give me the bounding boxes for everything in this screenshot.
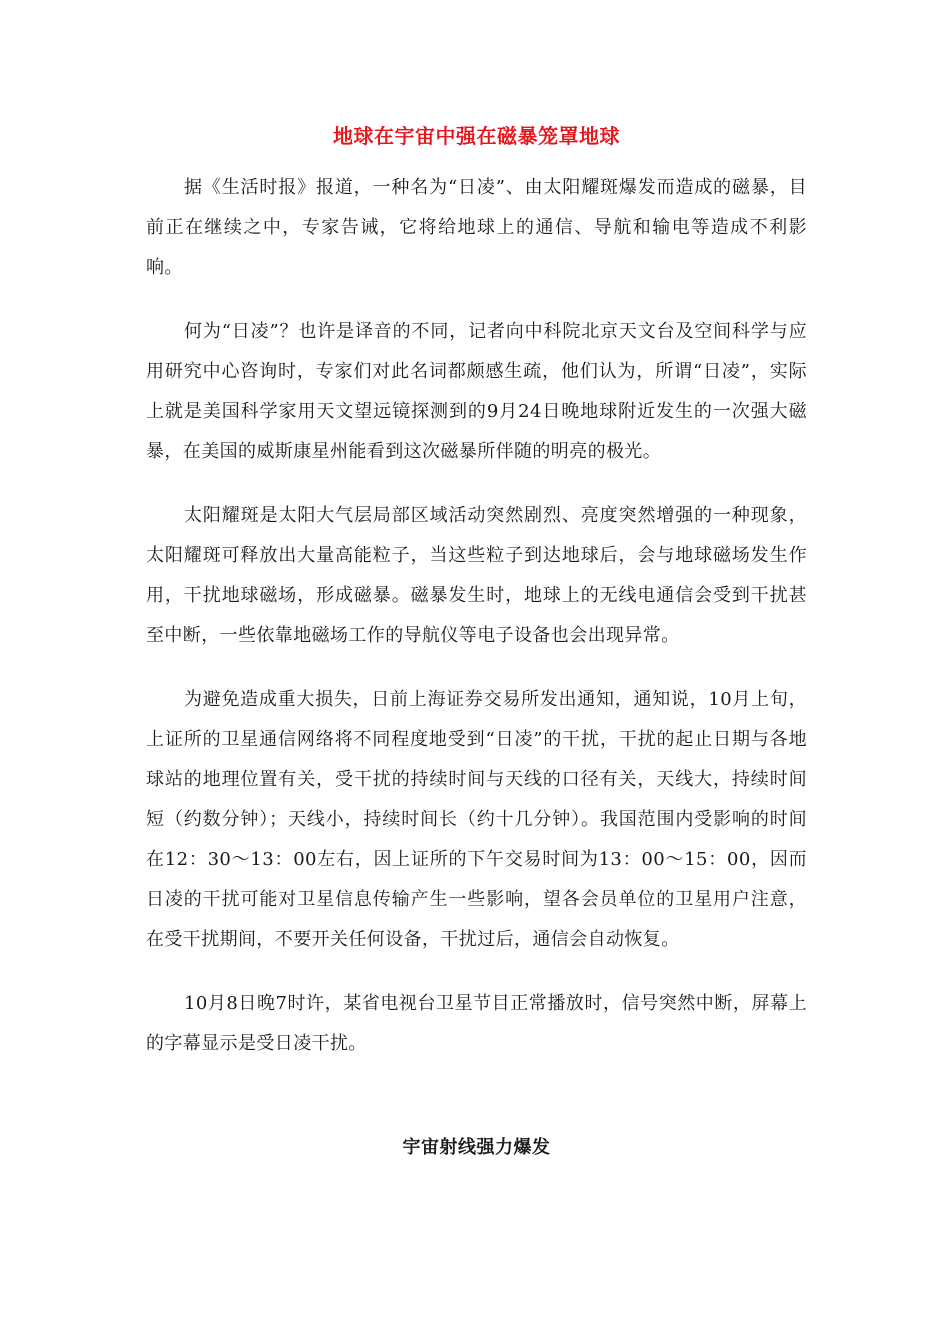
- paragraph-4: 为避免造成重大损失，日前上海证券交易所发出通知，通知说，10月上旬，上证所的卫星通信网络将不同程度地受到“日凌”的干扰，干扰的起止日期与各地球站的地理位置有关，受干扰的持续时间与天线的口径有关，天线大，持续时间短（约数分钟）；天线小，持续时间长（约十几分钟）。我国范围内受影响的时间在12：30～13：00左右，因上证所的下午交易时间为13：00～15：00，因而日凌的干扰可能对卫星信息传输产生一些影响，望各会员单位的卫星用户注意，在受干扰期间，不要开关任何设备，干扰过后，通信会自动恢复。: [146, 689, 807, 950]
- paragraph-3: 太阳耀斑是太阳大气层局部区域活动突然剧烈、亮度突然增强的一种现象，太阳耀斑可释放出大量高能粒子，当这些粒子到达地球后，会与地球磁场发生作用，干扰地球磁场，形成磁暴。磁暴发生时，地球上的无线电通信会受到干扰甚至中断，一些依靠地磁场工作的导航仪等电子设备也会出现异常。: [146, 505, 807, 646]
- document-title: 地球在宇宙中强在磁暴笼罩地球: [333, 124, 620, 148]
- paragraph-2: 何为“日凌”？也许是译音的不同，记者向中科院北京天文台及空间科学与应用研究中心咨询时，专家们对此名词都颇感生疏，他们认为，所谓“日凌”，实际上就是美国科学家用天文望远镜探测到的9月24日晚地球附近发生的一次强大磁暴，在美国的威斯康星州能看到这次磁暴所伴随的明亮的极光。: [146, 321, 807, 462]
- paragraph-5: 10月8日晚7时许，某省电视台卫星节目正常播放时，信号突然中断，屏幕上的字幕显示是受日凌干扰。: [146, 993, 807, 1054]
- section-title: 宇宙射线强力爆发: [402, 1137, 551, 1158]
- paragraph-1: 据《生活时报》报道，一种名为“日凌”、由太阳耀斑爆发而造成的磁暴，目前正在继续之中，专家告诫，它将给地球上的通信、导航和输电等造成不利影响。: [146, 177, 807, 278]
